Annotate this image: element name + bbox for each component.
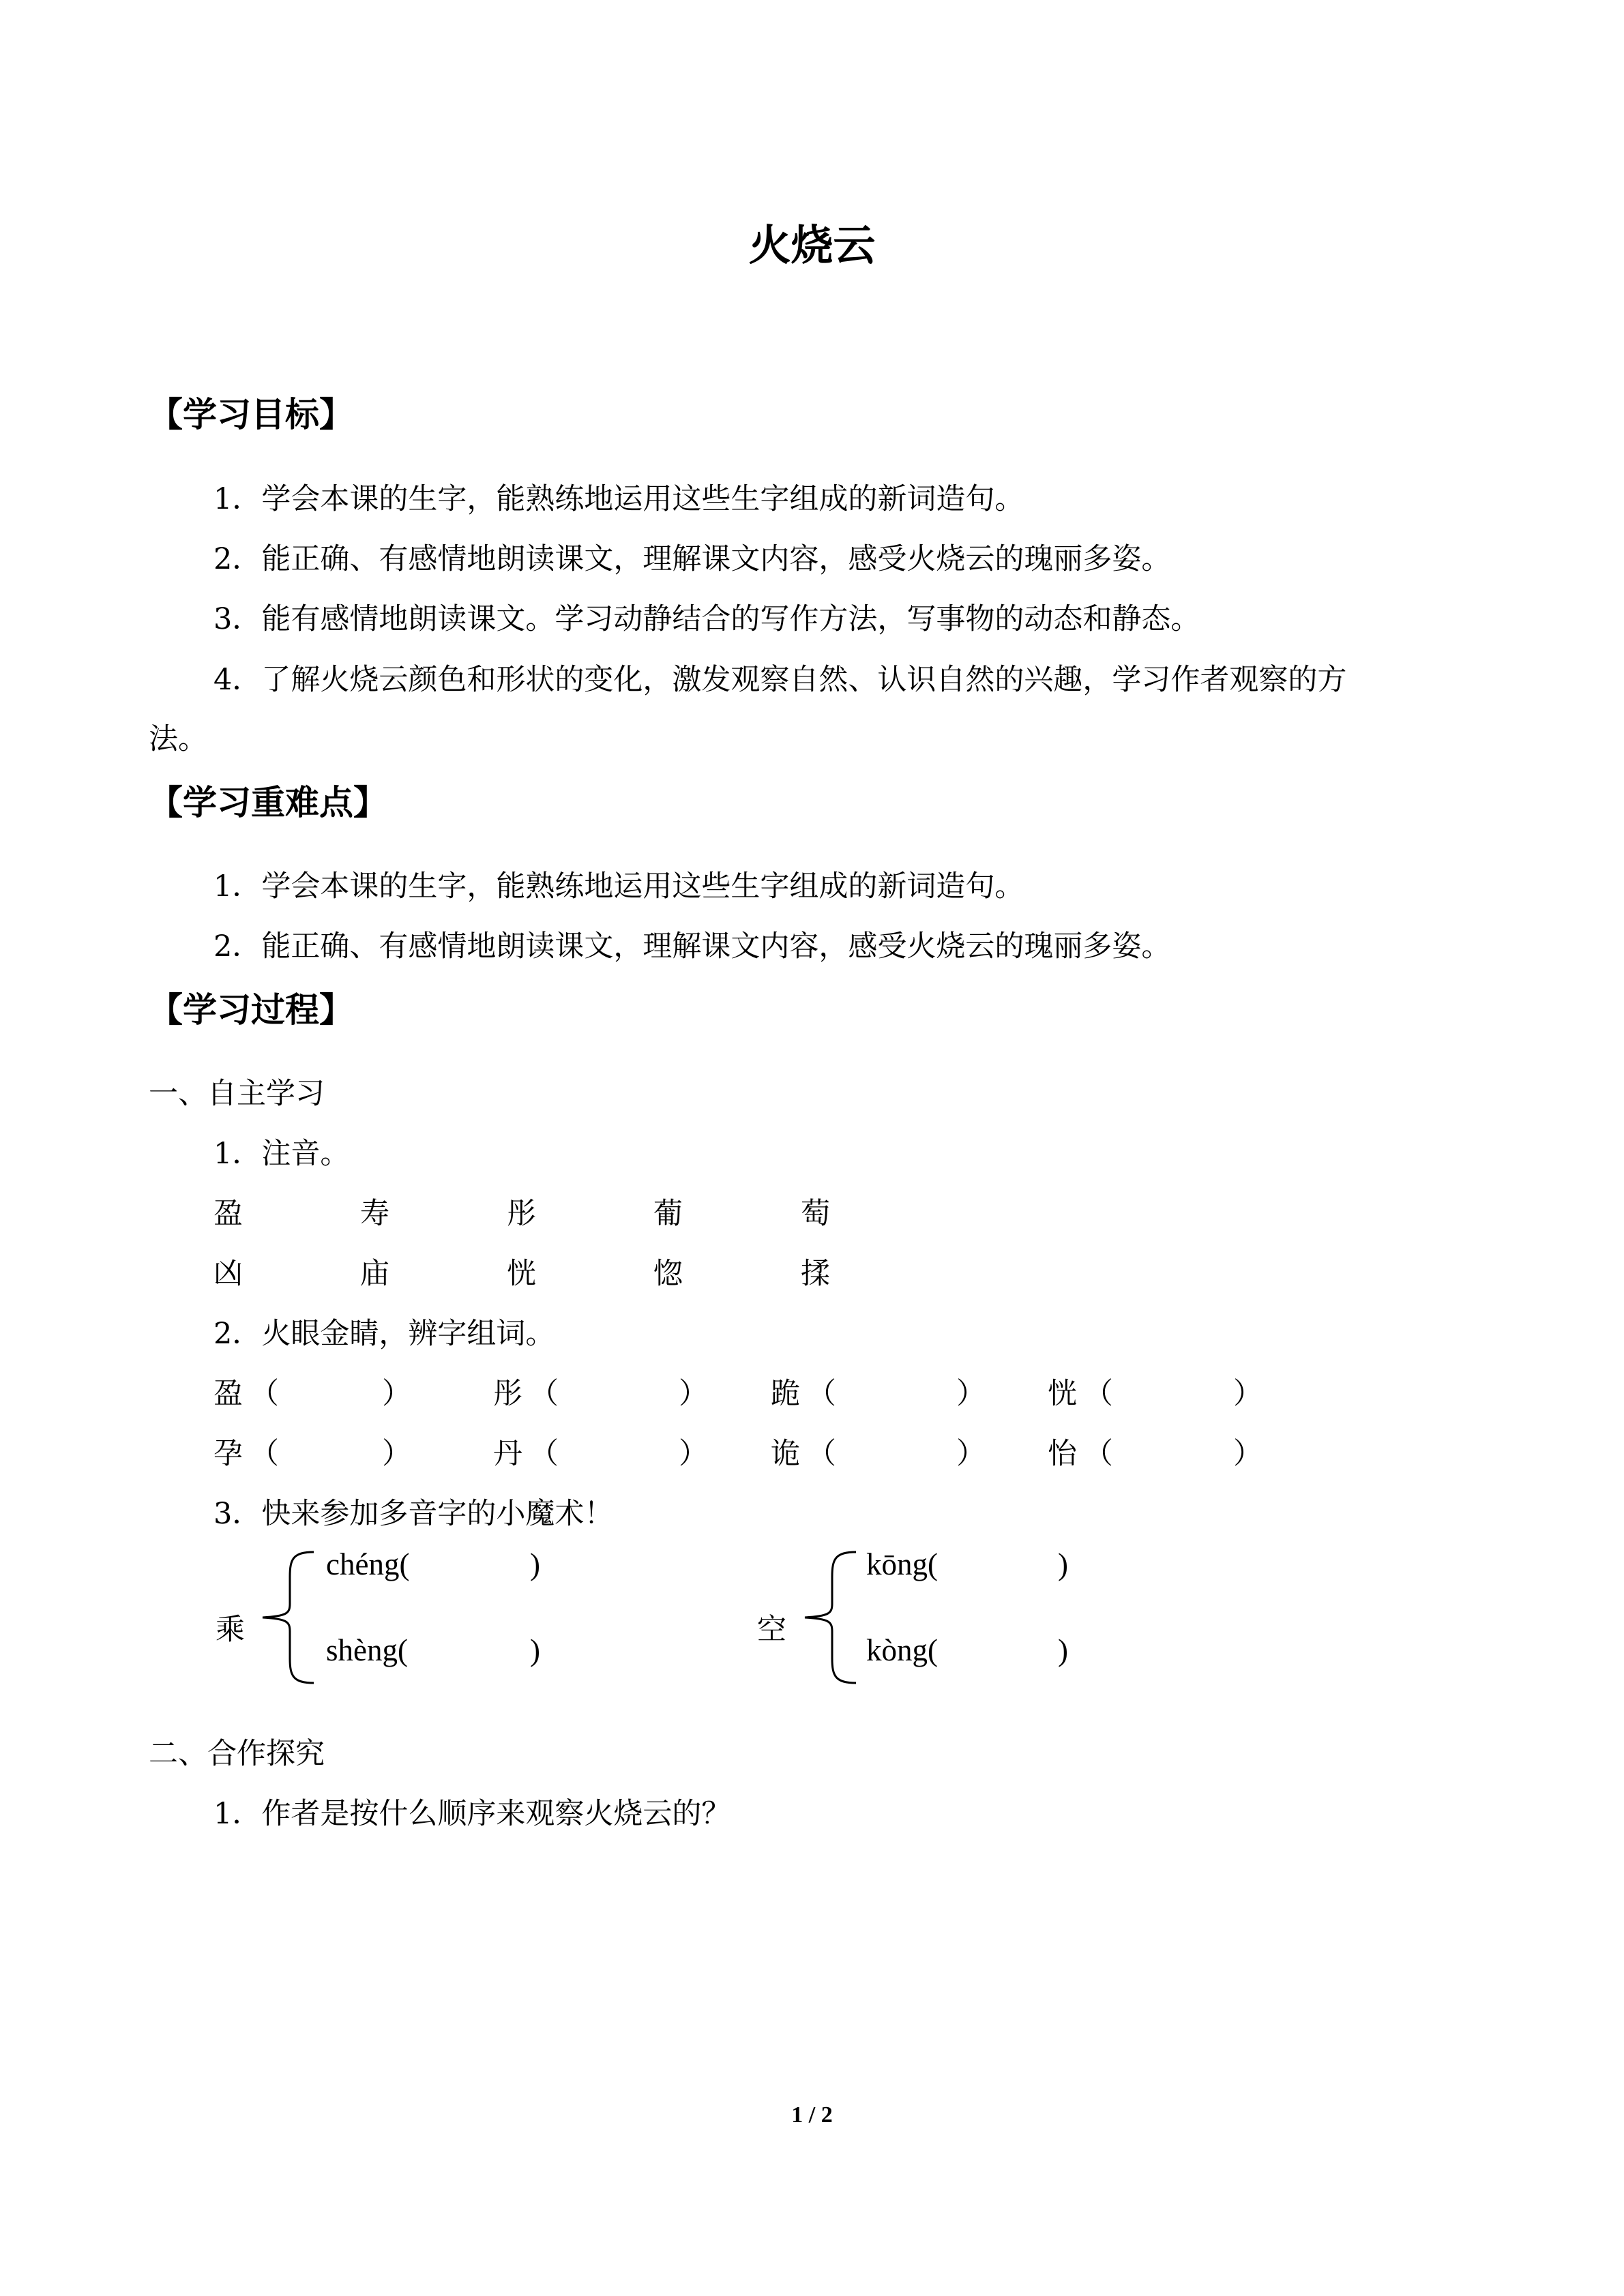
polyphone-char: 空 <box>757 1613 786 1647</box>
pair-char: 丹 <box>493 1437 522 1471</box>
part2-question-1: 1．作者是按什么顺序来观察火烧云的？ <box>213 1797 731 1831</box>
pair-char: 跪 <box>771 1377 800 1411</box>
key-point-item: 2．能正确、有感情地朗读课文，理解课文内容，感受火烧云的瑰丽多姿。 <box>213 929 1171 964</box>
reading-1-close: ) <box>1058 1547 1068 1581</box>
objective-item: 2．能正确、有感情地朗读课文，理解课文内容，感受火烧云的瑰丽多姿。 <box>213 542 1171 576</box>
char: 萄 <box>801 1197 830 1231</box>
paren-close: ） <box>1233 1377 1263 1411</box>
reading-1-close: ) <box>530 1547 540 1581</box>
question-2: 2．火眼金睛，辨字组词。 <box>213 1317 555 1351</box>
paren-open: （ <box>807 1377 836 1411</box>
objectives-heading: 【学习目标】 <box>149 395 353 434</box>
part1-title: 一、自主学习 <box>149 1077 325 1111</box>
objective-item: 3．能有感情地朗读课文。学习动静结合的写作方法，写事物的动态和静态。 <box>213 602 1200 636</box>
pair-char: 诡 <box>771 1437 800 1471</box>
paren-open: （ <box>1084 1377 1113 1411</box>
pair-char: 孕 <box>213 1437 243 1471</box>
char: 盈 <box>213 1197 243 1231</box>
objective-item-continued: 法。 <box>149 722 207 756</box>
objective-item: 4．了解火烧云颜色和形状的变化，激发观察自然、认识自然的兴趣，学习作者观察的方 <box>213 663 1347 697</box>
paren-open: （ <box>807 1437 836 1471</box>
left-brace-icon <box>798 1549 859 1686</box>
char: 寿 <box>360 1197 389 1231</box>
left-brace-icon <box>256 1549 317 1686</box>
page-title: 火烧云 <box>748 220 876 270</box>
char: 恍 <box>507 1257 536 1291</box>
paren-open: （ <box>250 1377 279 1411</box>
paren-close: ） <box>382 1437 411 1471</box>
pair-char: 盈 <box>213 1377 243 1411</box>
key-point-item: 1．学会本课的生字，能熟练地运用这些生字组成的新词造句。 <box>213 869 1024 904</box>
pair-char: 彤 <box>493 1377 522 1411</box>
question-3: 3．快来参加多音字的小魔术！ <box>213 1497 614 1531</box>
char: 葡 <box>653 1197 683 1231</box>
paren-close: ） <box>956 1377 986 1411</box>
paren-close: ） <box>1233 1437 1263 1471</box>
part2-title: 二、合作探究 <box>149 1737 325 1771</box>
paren-open: （ <box>529 1437 559 1471</box>
char: 彤 <box>507 1197 536 1231</box>
paren-close: ） <box>382 1377 411 1411</box>
paren-open: （ <box>250 1437 279 1471</box>
paren-close: ） <box>679 1377 708 1411</box>
key-points-heading: 【学习重难点】 <box>149 783 387 822</box>
paren-open: （ <box>1084 1437 1113 1471</box>
reading-2-close: ) <box>1058 1633 1068 1667</box>
reading-2-close: ) <box>530 1633 540 1667</box>
reading-1: kōng( <box>866 1547 938 1581</box>
process-heading: 【学习过程】 <box>149 990 353 1030</box>
char: 凶 <box>213 1257 243 1291</box>
char: 庙 <box>360 1257 389 1291</box>
page-number: 1 / 2 <box>791 2102 833 2128</box>
question-1: 1．注音。 <box>213 1137 350 1171</box>
objective-item: 1．学会本课的生字，能熟练地运用这些生字组成的新词造句。 <box>213 482 1024 516</box>
reading-1: chéng( <box>326 1547 410 1581</box>
pair-char: 怡 <box>1048 1437 1077 1471</box>
paren-close: ） <box>679 1437 708 1471</box>
reading-2: kòng( <box>866 1633 938 1667</box>
paren-close: ） <box>956 1437 986 1471</box>
pair-char: 恍 <box>1048 1377 1077 1411</box>
reading-2: shèng( <box>326 1633 408 1667</box>
polyphone-char: 乘 <box>216 1613 245 1647</box>
paren-open: （ <box>529 1377 559 1411</box>
char: 揉 <box>801 1257 830 1291</box>
char: 惚 <box>653 1257 683 1291</box>
